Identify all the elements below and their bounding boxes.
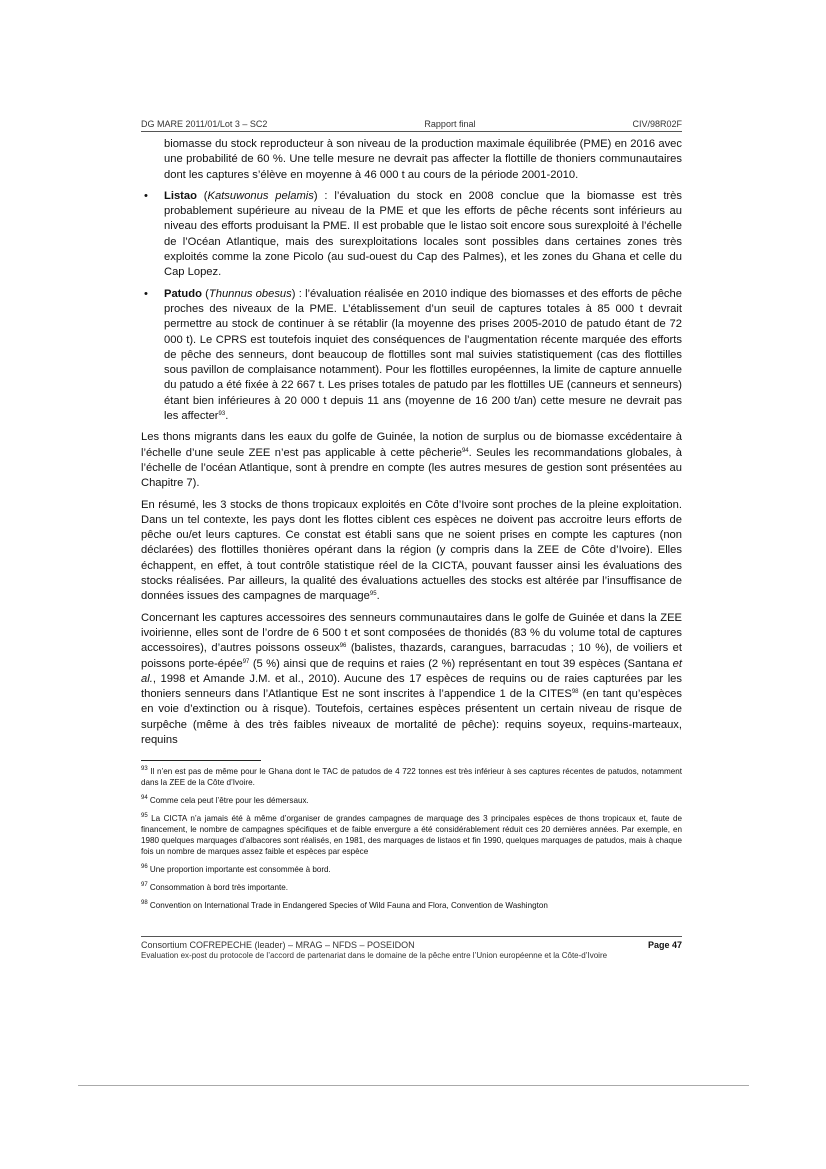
page-bottom-divider [78,1085,749,1086]
page-header [141,119,682,132]
captures-text-a: Concernant les captures accessoires des senneurs communautaires dans le golfe de Guinée et dans la ZEE ivoirienne, elles sont de l’ordre de 6 500 t et sont composées de thonidés (83 % du volume total de captures accessoires), d’autres poissons osseux [141,611,682,655]
paragraph-resume-end: . [376,590,380,603]
page-footer [141,936,682,960]
captures-text-c: (5 %) ainsi que de requins et raies (2 %) représentant en tout 39 espèces (Santana [249,657,673,670]
footnote-number: 97 [141,882,148,888]
bullet-icon: • [144,287,148,300]
paren-open: ( [201,287,209,300]
paren-open: ( [196,189,208,202]
header-left: DG MARE 2011/01/Lot 3 – SC2 [141,119,268,129]
paren-close: ) : [291,287,302,300]
sentence-end: . [225,410,229,423]
footnote-96 [141,864,682,875]
species-scientific-listao: Katsuwonus pelamis [207,189,314,202]
footnote-number: 98 [141,900,148,906]
header-center: Rapport final [424,119,476,129]
header-right: CIV/98R02F [632,119,682,129]
species-name-patudo: Patudo [164,287,202,300]
footer-row [141,940,682,950]
footer-consortium: Consortium COFREPECHE (leader) – MRAG – NFDS – POSEIDON [141,940,415,950]
bullet-patudo [141,287,682,425]
footer-subtitle: Evaluation ex-post du protocole de l’accord de partenariat dans le domaine de la pêche entre l’Union européenne et la Côte-d’Ivoire [141,951,608,960]
bullet-list [141,189,682,424]
footnote-text: La CICTA n’a jamais été à même d’organiser de grandes campagnes de marquage des 3 principales espèces de thons tropicaux et, faute de financement, le nombre de campagnes spécifiques et de faible envergure a été considérablement réduit ces 20 dernières années. Par exemple, en 1980 quelques marquages d’albacores sont réalisés, en 1981, des marquages de listaos et fin 1990, quelques marquages de patudos, mais à chaque fois un nombre de marques assez faible et espèces par espèce [141,814,682,856]
footnote-text: Consommation à bord très importante. [147,883,289,892]
paragraph-migrants [141,430,682,491]
body-text [141,137,682,754]
footnotes [141,766,682,918]
bullet-listao [141,189,682,281]
captures-text-d: , 1998 et Amande J.M. et al., 2010). Aucune des 17 espèces de requins ou de raies capturées par les thoniers senneurs dans l’Atlantique Est ne sont inscrites à l’appendice 1 de la CITES [141,672,682,701]
paren-close: ) : [313,189,328,202]
et-al-italic: et al. [141,657,682,685]
footnote-text: Une proportion importante est consommée à bord. [147,865,331,874]
footnote-ref[interactable]: 94 [461,447,469,454]
paragraph-resume [141,498,682,605]
bullet-listao-text: l’évaluation du stock en 2008 conclue que la biomasse est très probablement supérieure au niveau de la PME et que les efforts de pêche récents sont inférieurs au niveau des efforts produisant la PME. Il est probable que le listao soit encore sous surexploité à l’échelle de l’Océan Atlantique, mais des surexploitations locales sont possibles dans certaines zones très exploités comme la zone Picolo (au sud-ouest du Cap des Palmes), et les zones du Ghana et celle du Cap Lopez. [164,189,682,279]
footnote-93 [141,766,682,788]
footnote-ref[interactable]: 96 [339,643,347,650]
footnote-text: Convention on International Trade in Endangered Species of Wild Fauna and Flora, Convention de Washington [147,901,548,910]
captures-text-e: (en tant qu’espèces en voie d’extinction ou à risque). Toutefois, certaines espèces présentent un certain niveau de risque de surpêche (même à des très faibles niveaux de mortalité de pêche): requins soyeux, requins-marteaux, requins [141,688,682,746]
footnote-ref[interactable]: 98 [571,689,579,696]
bullet-patudo-text: l’évaluation réalisée en 2010 indique des biomasses et des efforts de pêche proches des niveaux de la PME. L’établissement d’un seuil de captures totales à 85 000 t devrait permettre au stock de continuer à se rétablir (la moyenne des prises 2005-2010 de patudo étant de 72 000 t). Le CPRS est toutefois inquiet des conséquences de l’augmentation récente marquée des efforts de pêche des senneurs, dont beaucoup de flottilles sont mal suivies statistiquement (cas des flottilles sous pavillon de complaisance notamment). Pour les flottilles européennes, la limite de capture annuelle du patudo a été fixée à 22 667 t. Les prises totales de patudo par les flottilles UE (canneurs et senneurs) étant bien inférieures à 20 000 t depuis 11 ans (moyenne de 16 200 t/an) cette mesure ne devrait pas les affecter [164,287,682,423]
footnote-ref[interactable]: 95 [369,591,377,598]
footnote-separator [141,760,261,761]
footnote-number: 93 [141,766,148,772]
footnote-ref[interactable]: 97 [242,658,250,665]
paragraph-intro: biomasse du stock reproducteur à son niveau de la production maximale équilibrée (PME) en 2016 avec une probabilité de 60 %. Une telle mesure ne devrait pas affecter la flottille de thoniers communautaires dont les captures s’élève en moyenne à 46 000 t au cours de la période 2001-2010. [164,138,682,181]
page-number: Page 47 [647,940,682,950]
species-name-listao: Listao [164,189,197,202]
paragraph-captures [141,611,682,749]
footnote-text: Il n’en est pas de même pour le Ghana dont le TAC de patudos de 4 722 tonnes est très inférieur à ses captures récentes de patudos, notamment dans la ZEE de la Côte d’Ivoire. [141,767,682,787]
paragraph-resume-text: En résumé, les 3 stocks de thons tropicaux exploités en Côte d’Ivoire sont proches de la pleine exploitation. Dans un tel contexte, les pays dont les flottes ciblent ces espèces ne doivent pas accroitre leurs efforts de pêche ou/et leurs captures. Ce constat est établi sans que ne soient prises en compte les captures (non déclarées) des flottilles thonières opérant dans la région (y compris dans la ZEE de Côte d’Ivoire). Elles échappent, en effet, à tout contrôle statistique réel de la CICTA, pouvant fausser ainsi les évaluations des stocks réalisées. Par ailleurs, la qualité des évaluations actuelles des stocks est altérée par l’insuffisance de données issues des campagnes de marquage [141,498,682,603]
footnote-98 [141,900,682,911]
footnote-number: 96 [141,864,148,870]
footnote-number: 95 [141,813,148,819]
footnote-text: Comme cela peut l’être pour les démersaux. [147,796,309,805]
paragraph-migrants-text: Les thons migrants dans les eaux du golfe de Guinée, la notion de surplus ou de biomasse excédentaire à l’échelle d’une seule ZEE n’est pas applicable à cette pêcherie [141,431,682,459]
captures-text-b: (balistes, thazards, carangues, barracudas ; 10 %), de voiliers et poissons porte-épée [141,642,682,670]
footnote-97 [141,882,682,893]
bullet-icon: • [144,189,148,202]
species-scientific-patudo: Thunnus obesus [208,287,292,300]
paragraph-migrants-end: . Seules les recommandations globales, à l’échelle de l’océan Atlantique, sont à prendre en compte (les autres mesures de gestion sont présentées au Chapitre 7). [141,446,682,490]
footnote-95 [141,813,682,857]
footnote-ref[interactable]: 93 [218,411,226,418]
footnote-number: 94 [141,795,148,801]
footnote-94 [141,795,682,806]
